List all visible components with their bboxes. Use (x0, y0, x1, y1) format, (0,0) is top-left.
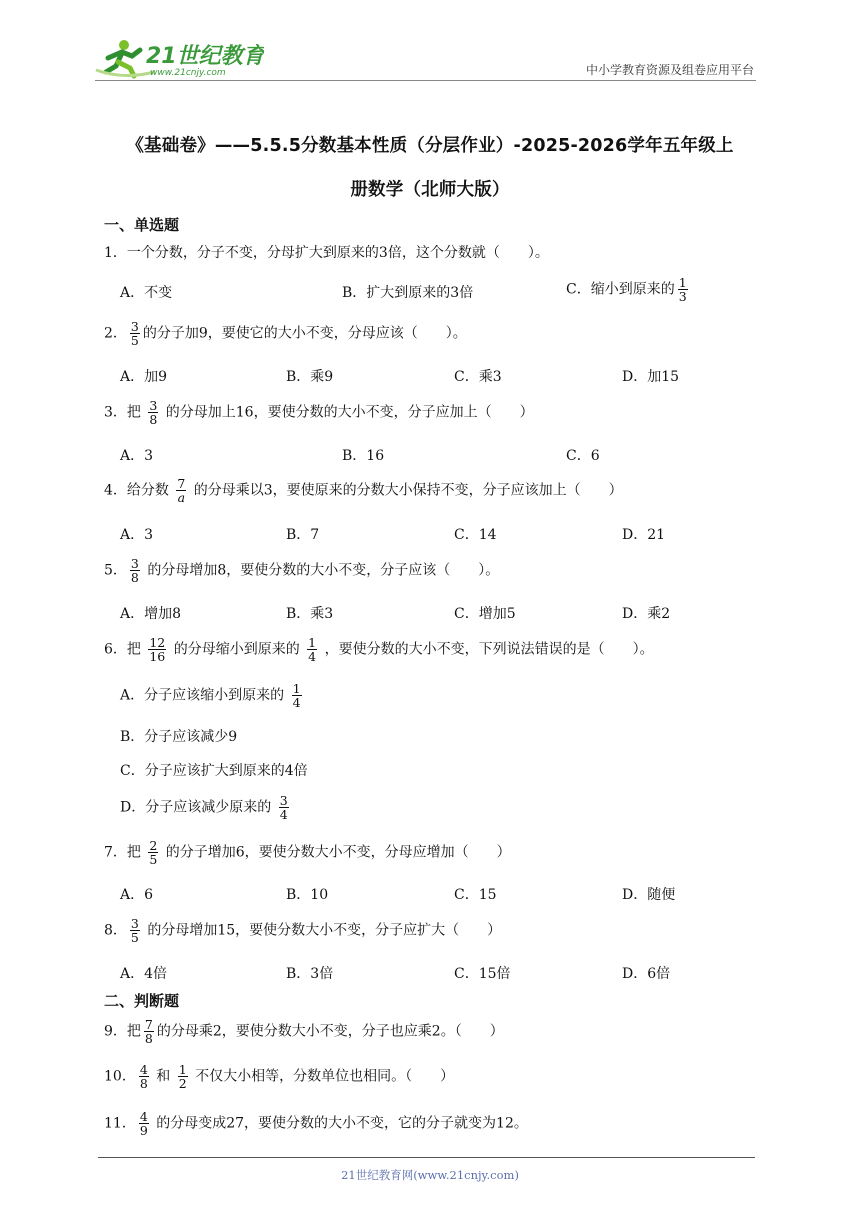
footer-divider (98, 1157, 755, 1158)
footer-text: 21世纪教育网(www.21cnjy.com) (341, 1168, 519, 1182)
fraction: $\frac{4}{9}$ (139, 1109, 148, 1139)
fraction: $\frac{7}{8}$ (144, 1017, 153, 1047)
page-title-line-1: 《基础卷》——5.5.5分数基本性质（分层作业）-2025-2026学年五年级上 (126, 136, 734, 156)
question-6: 6．把 $\frac{12}{16}$ 的分母缩小到原来的 $\frac{1}{4}$ ，要使分数的大小不变，下列说法错误的是（ ）。 (104, 635, 654, 665)
fraction: $\frac{1}{3}$ (678, 275, 687, 305)
fraction: $\frac{3}{4}$ (279, 793, 288, 823)
q7-option-d: D．随便 (622, 887, 676, 903)
q3-option-c: C．6 (566, 448, 600, 464)
q3-option-a: A．3 (120, 448, 154, 464)
question-7: 7．把 $\frac{2}{5}$ 的分子增加6，要使分数大小不变，分母应增加（ ） (104, 838, 511, 868)
question-4: 4．给分数 $\frac{7}{a}$ 的分母乘以3，要使原来的分数大小保持不变，分子应该加上（ ） (104, 476, 623, 506)
q2-option-b: B．乘9 (286, 369, 334, 385)
question-1: 1．一个分数，分子不变，分母扩大到原来的3倍，这个分数就（ ）。 (104, 245, 549, 261)
page-title-line-2: 册数学（北师大版） (350, 180, 510, 200)
fraction: $\frac{1}{4}$ (308, 635, 317, 665)
fraction: $\frac{4}{8}$ (139, 1062, 148, 1092)
section-heading-single-choice: 一、单选题 (104, 216, 180, 234)
svg-text:www.21cnjy.com: www.21cnjy.com (150, 68, 226, 78)
fraction: $\frac{1}{2}$ (178, 1062, 187, 1092)
q8-option-b: B．3倍 (286, 966, 334, 982)
question-5: 5． $\frac{3}{8}$ 的分母增加8，要使分数的大小不变，分子应该（ ）。 (104, 556, 500, 586)
q1-option-a: A．不变 (120, 285, 173, 301)
fraction: $\frac{7}{a}$ (177, 476, 186, 506)
q4-option-a: A．3 (120, 527, 154, 543)
q2-option-c: C．乘3 (454, 369, 502, 385)
fraction: $\frac{2}{5}$ (149, 838, 158, 868)
q1-option-c: C．缩小到原来的 $\frac{1}{3}$ (566, 275, 687, 305)
q3-option-b: B．16 (342, 448, 385, 464)
q7-option-c: C．15 (454, 887, 497, 903)
fraction: $\frac{1}{4}$ (292, 681, 301, 711)
q6-option-b: B．分子应该减少9 (120, 729, 238, 745)
fraction: $\frac{3}{8}$ (130, 556, 139, 586)
header-divider (95, 80, 756, 81)
q8-option-c: C．15倍 (454, 966, 511, 982)
question-8: 8． $\frac{3}{5}$ 的分母增加15，要使分数大小不变，分子应扩大（ ） (104, 916, 502, 946)
fraction: $\frac{3}{5}$ (130, 916, 139, 946)
question-10: 10． $\frac{4}{8}$ 和 $\frac{1}{2}$ 不仅大小相等，分数单位也相同。（ ） (104, 1062, 455, 1092)
site-logo (94, 36, 264, 80)
q5-option-c: C．增加5 (454, 606, 516, 622)
q4-option-b: B．7 (286, 527, 320, 543)
q7-option-a: A．6 (120, 887, 154, 903)
q7-option-b: B．10 (286, 887, 329, 903)
q5-option-d: D．乘2 (622, 606, 671, 622)
q6-option-c: C．分子应该扩大到原来的4倍 (120, 763, 308, 779)
q8-option-a: A．4倍 (120, 966, 168, 982)
section-heading-true-false: 二、判断题 (104, 992, 180, 1010)
q1-option-b: B．扩大到原来的3倍 (342, 285, 474, 301)
fraction: $\frac{3}{8}$ (149, 398, 158, 428)
question-2: 2． $\frac{3}{5}$ 的分子加9，要使它的大小不变，分母应该（ ）。 (104, 319, 467, 349)
q8-option-d: D．6倍 (622, 966, 671, 982)
q2-option-a: A．加9 (120, 369, 168, 385)
q4-option-c: C．14 (454, 527, 497, 543)
q5-option-b: B．乘3 (286, 606, 334, 622)
platform-name: 中小学教育资源及组卷应用平台 (585, 63, 754, 77)
q6-option-d: D．分子应该减少原来的 $\frac{3}{4}$ (120, 793, 288, 823)
q5-option-a: A．增加8 (120, 606, 182, 622)
question-3: 3．把 $\frac{3}{8}$ 的分母加上16，要使分数的大小不变，分子应加上（ ） (104, 398, 534, 428)
fraction: $\frac{3}{5}$ (130, 319, 139, 349)
q6-option-a: A．分子应该缩小到原来的 $\frac{1}{4}$ (120, 681, 301, 711)
question-11: 11． $\frac{4}{9}$ 的分母变成27，要使分数的大小不变，它的分子就变为12。 (104, 1109, 528, 1139)
question-9: 9．把 $\frac{7}{8}$ 的分母乘2，要使分数大小不变，分子也应乘2。（ ） (104, 1017, 504, 1047)
q2-option-d: D．加15 (622, 369, 680, 385)
fraction: $\frac{12}{16}$ (149, 635, 166, 665)
q4-option-d: D．21 (622, 527, 666, 543)
svg-text:21世纪教育: 21世纪教育 (146, 44, 264, 69)
